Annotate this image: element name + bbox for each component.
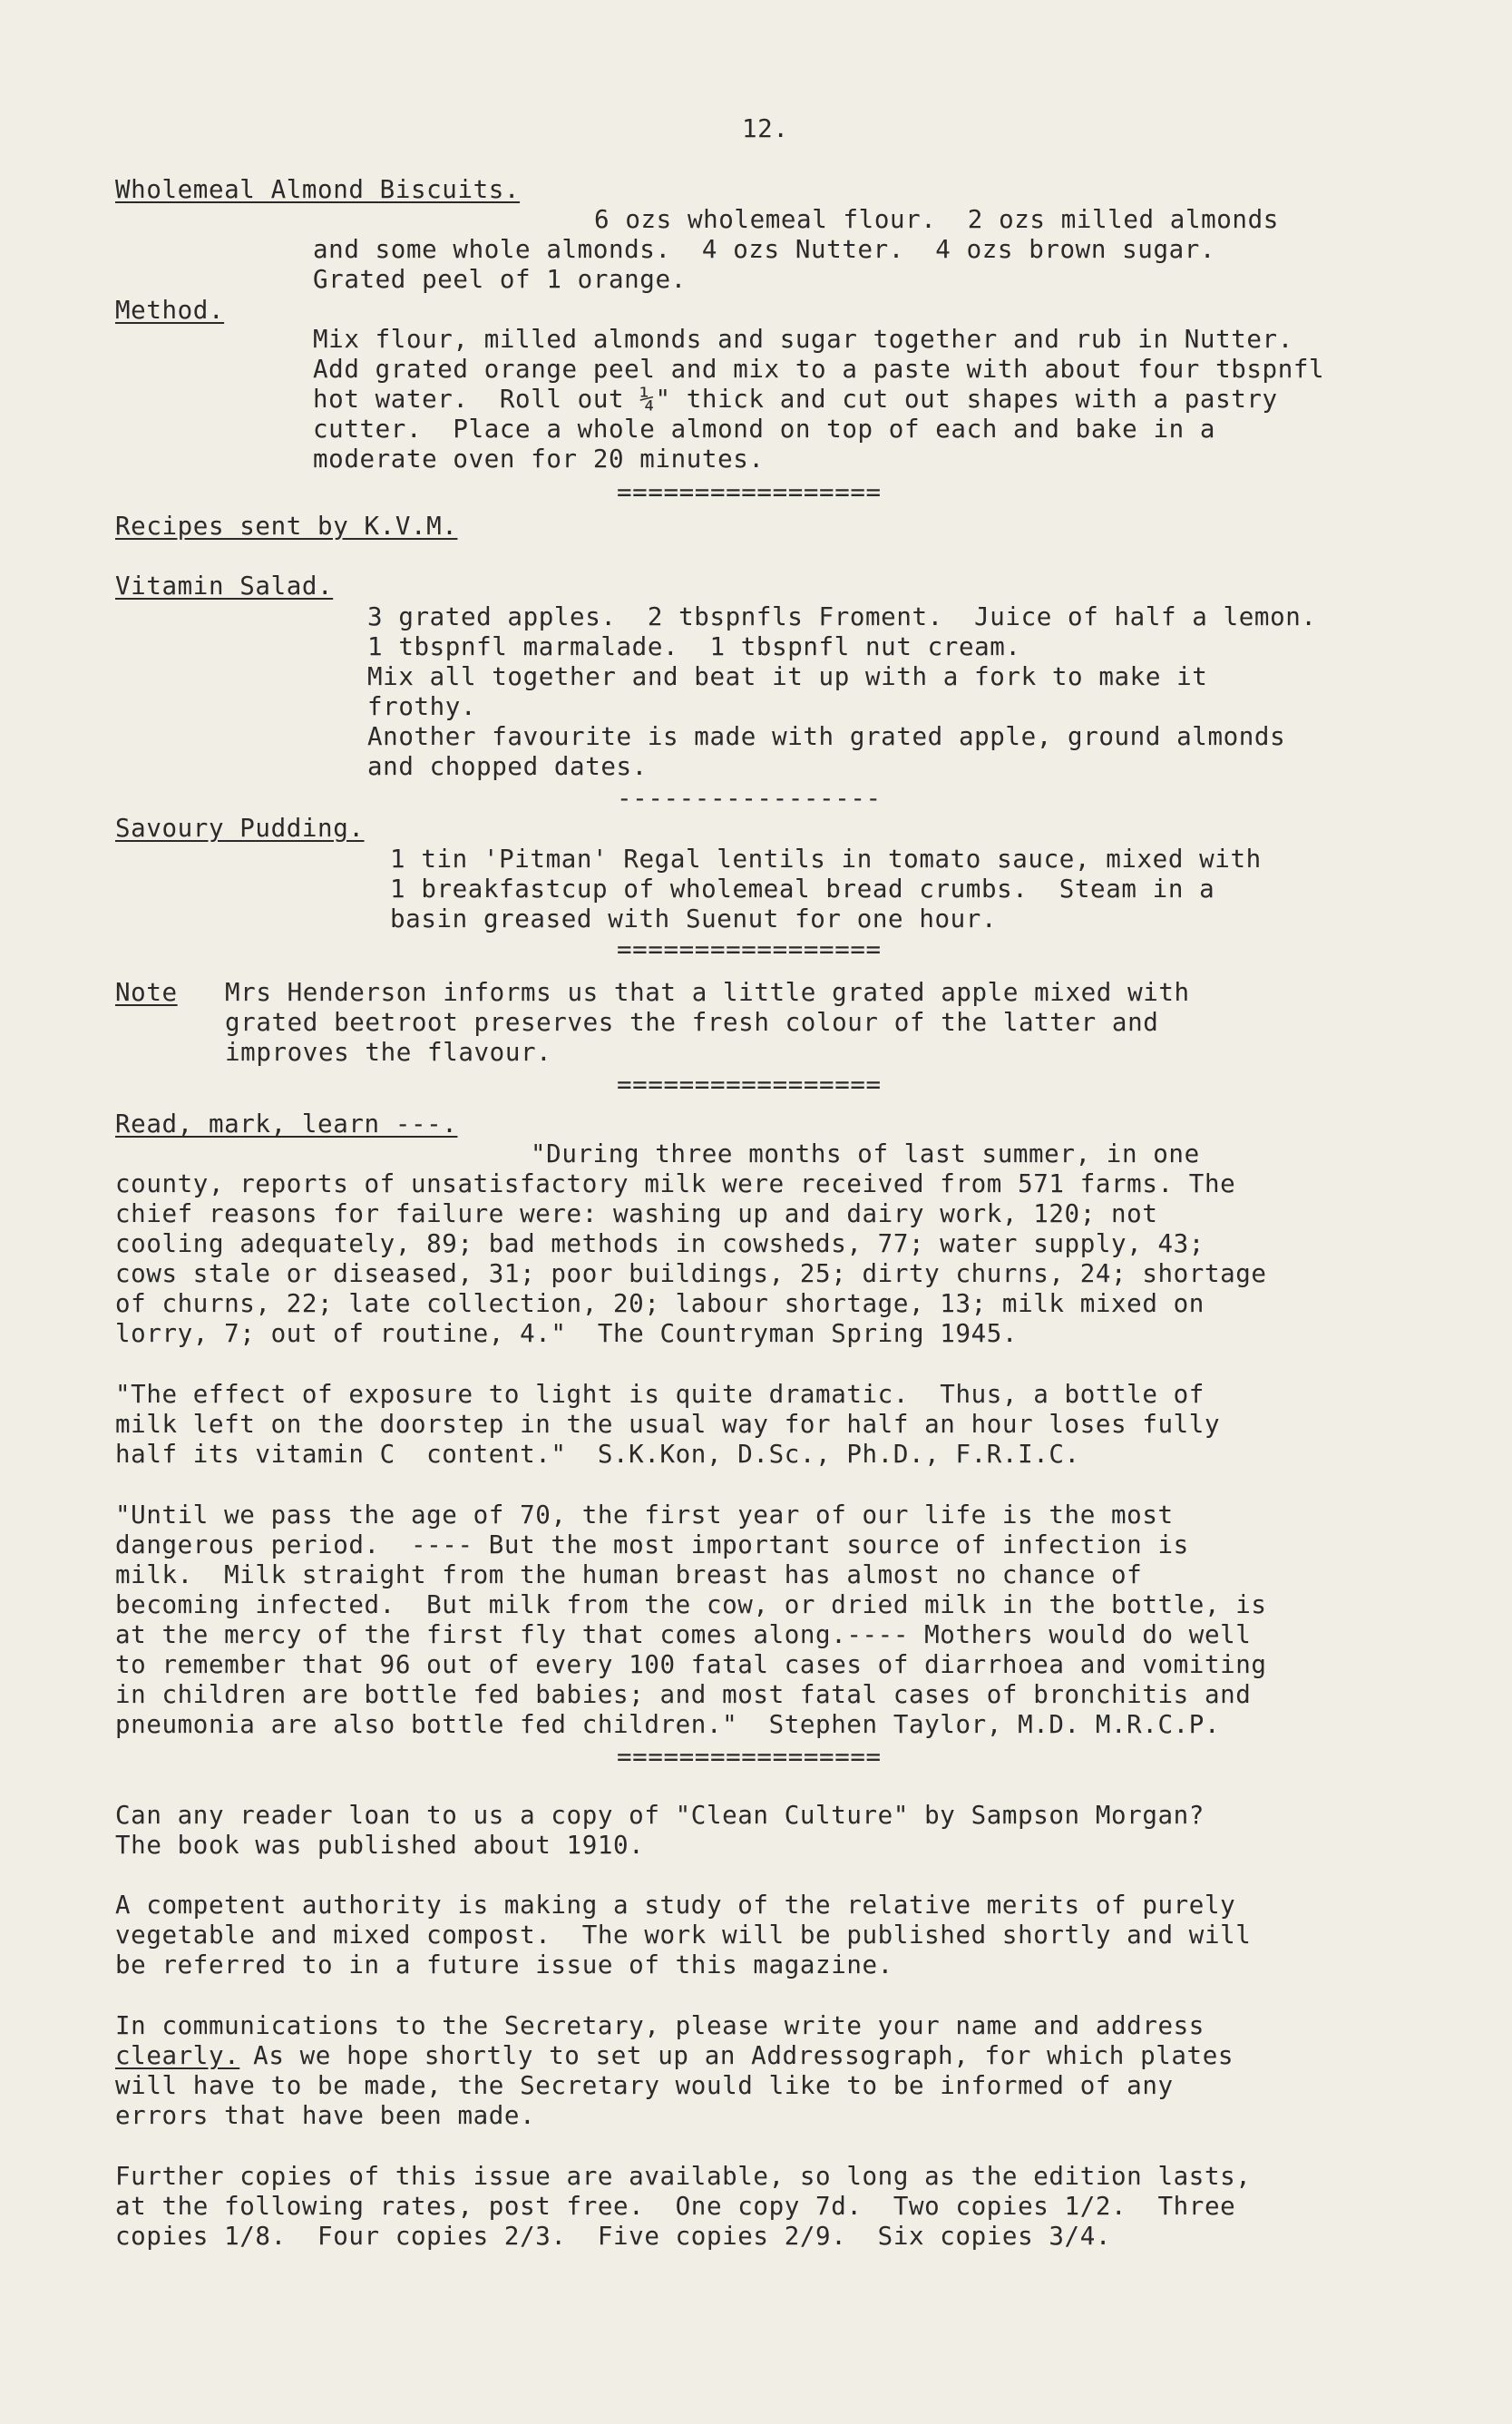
quote-line: of churns, 22; late collection, 20; labour shortage, 13; milk mixed on [115,1289,1205,1318]
notice-line: Can any reader loan to us a copy of "Clean Culture" by Sampson Morgan? [115,1801,1205,1830]
quote-line: "Until we pass the age of 70, the first year of our life is the most [115,1500,1174,1530]
method-line: cutter. Place a whole almond on top of each and bake in a [313,415,1216,444]
method-line: hot water. Roll out ¼" thick and cut out shapes with a pastry [313,385,1278,414]
notice-line: be referred to in a future issue of this magazine. [115,1950,893,1979]
salad-line: Mix all together and beat it up with a fork to make it [367,662,1208,691]
notice-line: will have to be made, the Secretary would like to be informed of any [115,2071,1174,2100]
read-mark-heading: Read, mark, learn ---. [115,1109,458,1139]
salad-line: 3 grated apples. 2 tbspnfls Froment. Juice of half a lemon. [367,602,1317,631]
note-label: Note [115,978,178,1007]
ingredient-line: and some whole almonds. 4 ozs Nutter. 4 ozs brown sugar. [313,235,1216,264]
quote-line: county, reports of unsatisfactory milk were received from 571 farms. The [115,1169,1236,1198]
pudding-line: 1 breakfastcup of wholemeal bread crumbs. Steam in a [390,875,1215,904]
method-heading: Method. [115,296,225,325]
note-line: grated beetroot preserves the fresh colour of the latter and [225,1008,1159,1037]
kvm-heading: Recipes sent by K.V.M. [115,512,458,541]
notice-line: The book was published about 1910. [115,1831,645,1860]
salad-line: and chopped dates. [367,752,648,781]
notice-line: A competent authority is making a study of the relative merits of purely [115,1891,1236,1920]
salad-line: frothy. [367,692,477,721]
separator: ================= [617,1070,882,1100]
quote-line: becoming infected. But milk from the cow, or dried milk in the bottle, is [115,1590,1267,1619]
quote-line: to remember that 96 out of every 100 fatal cases of diarrhoea and vomiting [115,1650,1267,1679]
page-number: 12. [742,114,789,143]
pudding-line: 1 tin 'Pitman' Regal lentils in tomato sauce, mixed with [390,845,1262,874]
quote-line: in children are bottle fed babies; and most fatal cases of bronchitis and [115,1680,1252,1709]
separator: ----------------- [617,784,882,813]
separator: ================= [617,1743,882,1772]
notice-line: copies 1/8. Four copies 2/3. Five copies 2/9. Six copies 3/4. [115,2222,1112,2251]
separator: ================= [617,478,882,507]
quote-line: cows stale or diseased, 31; poor buildings, 25; dirty churns, 24; shortage [115,1259,1267,1288]
notice-line: Further copies of this issue are available, so long as the edition lasts, [115,2162,1252,2191]
note-line: Mrs Henderson informs us that a little grated apple mixed with [225,978,1190,1007]
method-line: Mix flour, milled almonds and sugar together and rub in Nutter. [313,325,1293,354]
notice-line: As we hope shortly to set up an Addressograph, for which plates [238,2041,1234,2070]
quote-line: chief reasons for failure were: washing up and dairy work, 120; not [115,1199,1158,1228]
salad-line: 1 tbspnfl marmalade. 1 tbspnfl nut cream. [367,632,1021,661]
salad-line: Another favourite is made with grated apple, ground almonds [367,722,1286,751]
biscuits-heading: Wholemeal Almond Biscuits. [115,175,521,204]
notice-line: In communications to the Secretary, please write your name and address [115,2011,1205,2040]
quote-line: milk. Milk straight from the human breast has almost no chance of [115,1560,1143,1589]
quote-line: cooling adequately, 89; bad methods in cowsheds, 77; water supply, 43; [115,1229,1205,1258]
method-line: Add grated orange peel and mix to a paste with about four tbspnfl [313,355,1325,384]
quote-line: milk left on the doorstep in the usual way for half an hour loses fully [115,1410,1221,1439]
savoury-pudding-heading: Savoury Pudding. [115,814,365,843]
quote-line: "The effect of exposure to light is quite dramatic. Thus, a bottle of [115,1380,1205,1409]
separator: ================= [617,935,882,964]
quote-line: lorry, 7; out of routine, 4." The Countryman Spring 1945. [115,1319,1019,1348]
quote-line: at the mercy of the first fly that comes along.---- Mothers would do well [115,1620,1252,1649]
method-line: moderate oven for 20 minutes. [313,445,765,474]
ingredient-line: Grated peel of 1 orange. [313,265,687,294]
notice-line: vegetable and mixed compost. The work will be published shortly and will [115,1921,1252,1950]
quote-line: pneumonia are also bottle fed children." Stephen Taylor, M.D. M.R.C.P. [115,1710,1221,1739]
note-line: improves the flavour. [225,1038,552,1067]
pudding-line: basin greased with Suenut for one hour. [390,904,998,933]
quote-line: "During three months of last summer, in one [531,1139,1200,1168]
quote-line: dangerous period. ---- But the most important source of infection is [115,1530,1189,1559]
notice-line: errors that have been made. [115,2101,536,2130]
ingredient-line: 6 ozs wholemeal flour. 2 ozs milled almonds [594,205,1279,234]
notice-line: at the following rates, post free. One copy 7d. Two copies 1/2. Three [115,2192,1236,2221]
vitamin-salad-heading: Vitamin Salad. [115,572,334,601]
quote-line: half its vitamin C content." S.K.Kon, D.Sc., Ph.D., F.R.I.C. [115,1440,1080,1469]
clearly-word: clearly. [115,2041,240,2070]
